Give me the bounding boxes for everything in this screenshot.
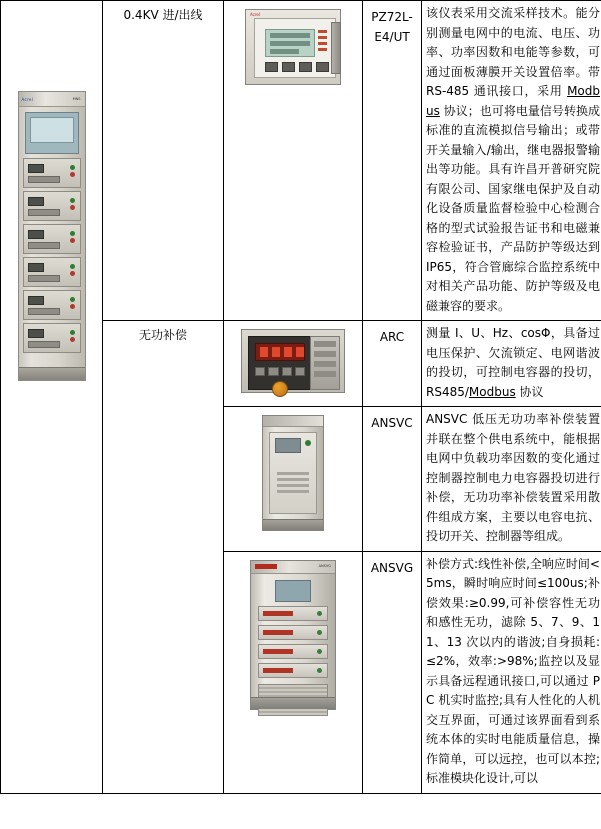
svg-power-module (258, 625, 328, 640)
indicator-lamp (317, 649, 322, 654)
indicator-lamp (317, 630, 322, 635)
arc-reactive-power-controller-photo (241, 329, 345, 393)
meter-key (316, 62, 329, 72)
category-label: 0.4KV 进/出线 (123, 8, 203, 22)
drawer-handle (28, 197, 44, 206)
drawer-handle (28, 329, 44, 338)
product-image-cell (224, 551, 363, 793)
category-cell (103, 1, 224, 321)
cabinet-base (263, 519, 323, 530)
cabinet-drawer-module (23, 158, 81, 188)
cabinet-hmi-screen (275, 580, 311, 602)
digit-segment (296, 347, 304, 357)
indicator-lamp (70, 231, 75, 236)
terminal-row (314, 361, 336, 367)
model-text: ANSVC (371, 416, 413, 430)
controller-key (295, 367, 305, 376)
description-text: 测量 I、U、Hz、cosΦ，具备过电压保护、欠流锁定、电网谐波的投切，可控制电容器的投切，RS485/Modbus 协议 (426, 326, 600, 399)
model-text: ARC (379, 330, 405, 344)
controller-key (282, 367, 292, 376)
product-image-cell (224, 407, 363, 552)
model-text: PZ72L-E4/UT (371, 10, 413, 44)
module-faceplate (263, 630, 293, 635)
meter-side-body (331, 22, 341, 74)
terminal-row (314, 351, 336, 357)
cabinet-drawer-module (23, 290, 81, 320)
cabinet-display (275, 438, 301, 453)
meter-led-indicators (318, 30, 330, 54)
brand-banner (255, 564, 277, 569)
vent-slot (277, 472, 309, 475)
terminal-row (314, 341, 336, 347)
description-text: 该仪表采用交流采样技术。能分别测量电网中的电流、电压、功率、功率因数和电能等参数，可通过面板薄膜开关设置倍率。带 RS-485 通讯接口，采用 Modbus 协议；也可将电量信号转换成标准的直流模拟信号输出；或带开关量输入/输出，继电器报警输出等功能。具有许昌开普研究院有限公司、国家继电保护及自动化设备质量监督检验中心检测合格的型式试验报告证书和电磁兼容检验证书，产品防护等级达到 IP65，符合管廊综合监控系统中对相关产品功能、防护等级及电磁兼容的要求。 (426, 6, 600, 313)
terminal-row (314, 371, 336, 377)
cabinet-drawer-module (23, 257, 81, 287)
drawer-slot (28, 209, 60, 216)
drawer-handle (28, 230, 44, 239)
cabinet-drawer-module (23, 191, 81, 221)
category-label: 无功补偿 (138, 328, 187, 342)
acrel-logo: Acrel (21, 96, 33, 102)
cabinet-top-panel (251, 561, 335, 574)
led (318, 42, 327, 45)
cabinet-image-cell (1, 1, 103, 794)
product-image-cell (224, 321, 363, 407)
indicator-lamp (70, 264, 75, 269)
svg-power-module (258, 644, 328, 659)
drawer-slot (28, 176, 60, 183)
controller-terminal-block (310, 336, 340, 390)
indicator-lamp (70, 165, 75, 170)
svg-power-module (258, 606, 328, 621)
category-cell (103, 321, 224, 794)
model-text: ANSVG (370, 560, 414, 575)
description-text: 补偿方式:线性补偿,全响应时间<5ms，瞬时响应时间≤100us;补偿效果:≥0.99,可补偿容性无功和感性无功，滤除 5、7、9、11、13 次以内的谐波;自身损耗:≤2%，效率:>98%;监控以及显示具备远程通讯接口,可以通过 PC 机实时监控;具有人性化的人机交互界面，可通过该界面看到系统本体的实时电能质量信息，操作简单，可以远控，也可以本控;标准模块化设计,可以 (426, 556, 600, 785)
indicator-lamp (70, 198, 75, 203)
drawer-slot (28, 275, 60, 282)
drawer-slot (28, 341, 60, 348)
cabinet-base (251, 697, 335, 709)
indicator-lamp (70, 297, 75, 302)
meter-key (265, 62, 278, 72)
mns-low-voltage-switchgear-cabinet-photo (18, 91, 86, 381)
drawer-slot (28, 308, 60, 315)
meter-key (282, 62, 295, 72)
meter-faceplate (254, 18, 336, 78)
module-faceplate (263, 649, 293, 654)
meter-key (299, 62, 312, 72)
indicator-lamp (317, 611, 322, 616)
cabinet-top-panel (263, 416, 323, 427)
description-cell (422, 407, 601, 552)
lcd-line (270, 41, 310, 46)
indicator-lamp (317, 668, 322, 673)
description-cell (422, 321, 601, 407)
module-faceplate (263, 611, 293, 616)
module-faceplate (263, 668, 293, 673)
lcd-line (270, 33, 310, 38)
model-label (363, 552, 421, 578)
svg-power-module (258, 663, 328, 678)
drawer-handle (28, 263, 44, 272)
vent-slot (277, 478, 309, 481)
pz72-power-meter-photo (245, 9, 341, 85)
product-image-cell (224, 1, 363, 321)
drawer-handle (28, 296, 44, 305)
drawer-slot (28, 242, 60, 249)
meter-keypad (265, 62, 329, 72)
cabinet-label: MNS (72, 97, 81, 101)
model-label (363, 321, 421, 347)
digit-segment (260, 347, 268, 357)
description-cell (422, 1, 601, 321)
ansvc-low-voltage-compensation-cabinet-photo (262, 415, 324, 531)
rotary-knob (272, 381, 288, 397)
model-label (363, 407, 421, 433)
led (318, 30, 327, 33)
description-cell (422, 551, 601, 793)
drawer-handle (28, 164, 44, 173)
cabinet-label: ANSVG (318, 563, 331, 568)
indicator-lamp (70, 330, 75, 335)
meter-lcd-display (265, 29, 315, 57)
indicator-lamp (305, 440, 311, 446)
digit-segment (272, 347, 280, 357)
model-cell (363, 1, 422, 321)
cabinet-drawer-module (23, 323, 81, 353)
led (318, 36, 327, 39)
description-text: ANSVC 低压无功功率补偿装置并联在整个供电系统中，能根据电网中负载功率因数的变化通过控制器控制电力电容器投切进行补偿，无功功率补偿装置采用散件组成方案，主要以电容电抗、投切开关、控制器等组成。 (426, 412, 600, 543)
controller-buttons (255, 367, 305, 376)
led (318, 48, 327, 51)
controller-key (268, 367, 278, 376)
cabinet-top-panel (19, 92, 85, 107)
model-cell (363, 407, 422, 552)
table-row (1, 1, 601, 321)
lcd-line (270, 49, 299, 54)
model-label (363, 1, 421, 47)
ansvg-static-var-generator-cabinet-photo (250, 560, 336, 710)
vent-slot (277, 484, 309, 487)
cabinet-base (19, 367, 85, 380)
digit-segment (284, 347, 292, 357)
brand-mark: Acrel (250, 12, 260, 17)
controller-key (255, 367, 265, 376)
model-cell (363, 551, 422, 793)
model-cell (363, 321, 422, 407)
controller-display (255, 343, 305, 361)
cabinet-drawer-module (23, 224, 81, 254)
cabinet-hmi-screen (25, 112, 79, 154)
vent-slot (277, 490, 309, 493)
